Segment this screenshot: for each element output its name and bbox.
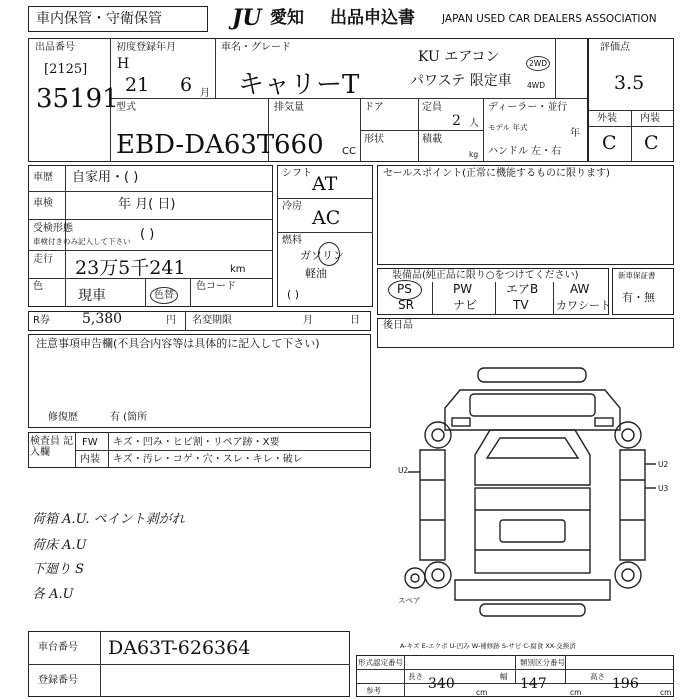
year-unit: 年 (570, 128, 580, 139)
shift-label: シフト (282, 168, 312, 179)
mileage-unit: km (230, 264, 246, 275)
receipt-label: 受検形態 (33, 223, 73, 234)
dealer-label: ディーラー・並行 (488, 102, 568, 113)
sales-point-label: セールスポイント(正常に機能するものに限ります) (383, 168, 610, 179)
rating-label: 評価点 (600, 42, 630, 53)
damage-mark-right-1: U2 (658, 460, 669, 469)
inspection-label: 車検 (33, 198, 53, 209)
capacity-value: 2 (452, 113, 461, 129)
inspector-fw-items: キズ・凹み・ヒビ割・リペア跡・X要 (113, 437, 280, 448)
displacement-value: 660 (274, 130, 324, 160)
ps-circle-mark (388, 280, 422, 300)
recycle-value: 5,380 (82, 311, 123, 327)
name-change-month: 月 (303, 315, 313, 326)
grade-line-1: KU エアコン (418, 49, 500, 65)
association-name: JAPAN USED CAR DEALERS ASSOCIATION (442, 13, 657, 25)
first-registration-label: 初度登録年月 (116, 42, 176, 53)
plate-label: 登録番号 (38, 675, 78, 686)
fuel-paren: ( ) (287, 288, 300, 301)
storage-note: 車内保管・守衛保管 (36, 11, 162, 27)
equip-navi: ナビ (453, 298, 478, 312)
rating-score: 3.5 (614, 72, 645, 94)
org-name: 愛知 (270, 8, 304, 28)
form-title: 出品申込書 (330, 8, 415, 28)
inspector-fw-label: FW (82, 437, 98, 448)
car-name: キャリーT (238, 70, 360, 100)
damage-legend: A-キズ E-エクボ U-凹み W-補修跡 S-サビ C-腐食 XX-交換済 (400, 642, 576, 650)
after-fit-label: 後日品 (383, 320, 413, 331)
lot-number: 35191 (36, 84, 119, 114)
height-value: 196 (612, 676, 639, 692)
equip-pw: PW (453, 282, 473, 296)
displacement-unit: CC (342, 146, 356, 157)
displacement-label: 排気量 (274, 102, 304, 113)
equip-leather: カワシート (556, 299, 611, 312)
month-unit: 月 (200, 88, 210, 99)
shape-label: 形状 (364, 134, 384, 145)
width-unit: cm (570, 688, 582, 697)
load-unit: kg (469, 150, 479, 159)
inspection-value: 年 月( 日) (118, 197, 176, 212)
receipt-value: ( ) (140, 227, 155, 242)
interior-label: 内装 (640, 113, 660, 124)
grade-line-2: パワステ 限定車 (410, 73, 512, 89)
damage-mark-left: U2 (398, 466, 409, 475)
cooling-value: AC (312, 207, 341, 229)
length-unit: cm (476, 688, 488, 697)
mileage-label: 走行 (33, 254, 53, 265)
model-year-label: モデル 年式 (488, 123, 528, 132)
fuel-diesel: 軽油 (305, 267, 327, 280)
fuel-label: 燃料 (282, 235, 302, 246)
ju-logo: JU (232, 5, 262, 31)
registration-era: H (117, 56, 130, 72)
form-cert-label: 形式認定番号 (358, 658, 403, 667)
recycle-unit: 円 (166, 315, 176, 326)
after-fit-box (377, 318, 674, 348)
gasoline-circle-mark (318, 242, 340, 266)
history-value: 自家用・( ) (72, 170, 139, 185)
name-change-day: 日 (350, 315, 360, 326)
width-value: 147 (520, 676, 547, 692)
dims-ref-label: 参考 (366, 686, 381, 695)
drive-2wd: 2WD (526, 56, 550, 71)
doors-label: ドア (364, 102, 384, 113)
load-label: 積載 (422, 134, 442, 145)
chassis-label: 車台番号 (38, 642, 78, 653)
spare-tire-label: スペア (398, 596, 421, 605)
inspector-interior-label: 内装 (80, 454, 100, 465)
chassis-number: DA63T-626364 (108, 637, 251, 659)
height-label: 高さ (590, 672, 605, 681)
drive-4wd: 4WD (527, 81, 545, 90)
repair-history-label: 修復歴 (48, 412, 78, 423)
warranty-label: 新車保証書 (618, 271, 656, 280)
notes-label: 注意事項申告欄(不具合内容等は具体的に記入して下さい) (36, 337, 320, 350)
sales-point-box (377, 165, 674, 265)
equip-sr: SR (398, 298, 414, 312)
handwritten-note-2: 荷床 A.U (32, 538, 87, 553)
registration-month: 6 (180, 74, 193, 96)
lot-code: [2125] (44, 62, 88, 77)
model-label: 型式 (116, 102, 136, 113)
handle-label: ハンドル 左・右 (488, 146, 562, 157)
equip-ps: PS (397, 282, 412, 296)
equip-aw: AW (570, 282, 590, 296)
recycle-label: R券 (33, 315, 50, 326)
fuel-gasoline: ガソリン (300, 249, 344, 262)
inspector-interior-items: キズ・汚レ・コゲ・穴・スレ・キレ・破レ (113, 454, 303, 465)
equipment-label: 装備品(純正品に限り○をつけてください) (392, 270, 579, 281)
repair-history-value: 有 (箇所 (110, 412, 148, 423)
name-grade-label: 車名・グレード (221, 42, 291, 53)
receipt-note: 車検付きのみ記入して下さい (33, 237, 131, 246)
handwritten-note-1: 荷箱 A.U. ペイント剥がれ (32, 512, 185, 527)
vehicle-diagram (400, 360, 680, 640)
equip-airbag: エアB (506, 282, 539, 296)
handwritten-note-4: 各 A.U (32, 587, 74, 602)
name-change-label: 名変期限 (192, 315, 232, 326)
equip-tv: TV (513, 298, 529, 312)
damage-mark-right-2: U3 (658, 484, 669, 493)
exterior-label: 外装 (597, 113, 617, 124)
height-unit: cm (660, 688, 672, 697)
color-code-label: 色コード (196, 281, 236, 292)
length-label: 長さ (408, 672, 423, 681)
exterior-grade: C (602, 132, 617, 154)
history-label: 車歴 (33, 172, 53, 183)
model-code: EBD-DA63T (116, 130, 275, 160)
cooling-label: 冷房 (282, 201, 302, 212)
inspector-label: 検査員 記入欄 (30, 436, 74, 458)
category-label: 類別区分番号 (520, 658, 565, 667)
warranty-value: 有・無 (622, 291, 655, 304)
handwritten-note-3: 下廻り S (32, 562, 85, 577)
lot-number-label: 出品番号 (35, 42, 75, 53)
registration-year: 21 (125, 74, 150, 96)
shift-value: AT (312, 173, 338, 195)
mileage-value: 23万5千241 (75, 257, 186, 279)
interior-grade: C (644, 132, 659, 154)
color-change-label: 色替 (150, 287, 178, 304)
color-value: 現車 (78, 288, 106, 304)
width-label: 幅 (500, 672, 508, 681)
color-label: 色 (33, 281, 43, 292)
capacity-label: 定員 (422, 102, 442, 113)
length-value: 340 (428, 676, 455, 692)
capacity-unit: 人 (469, 118, 479, 129)
